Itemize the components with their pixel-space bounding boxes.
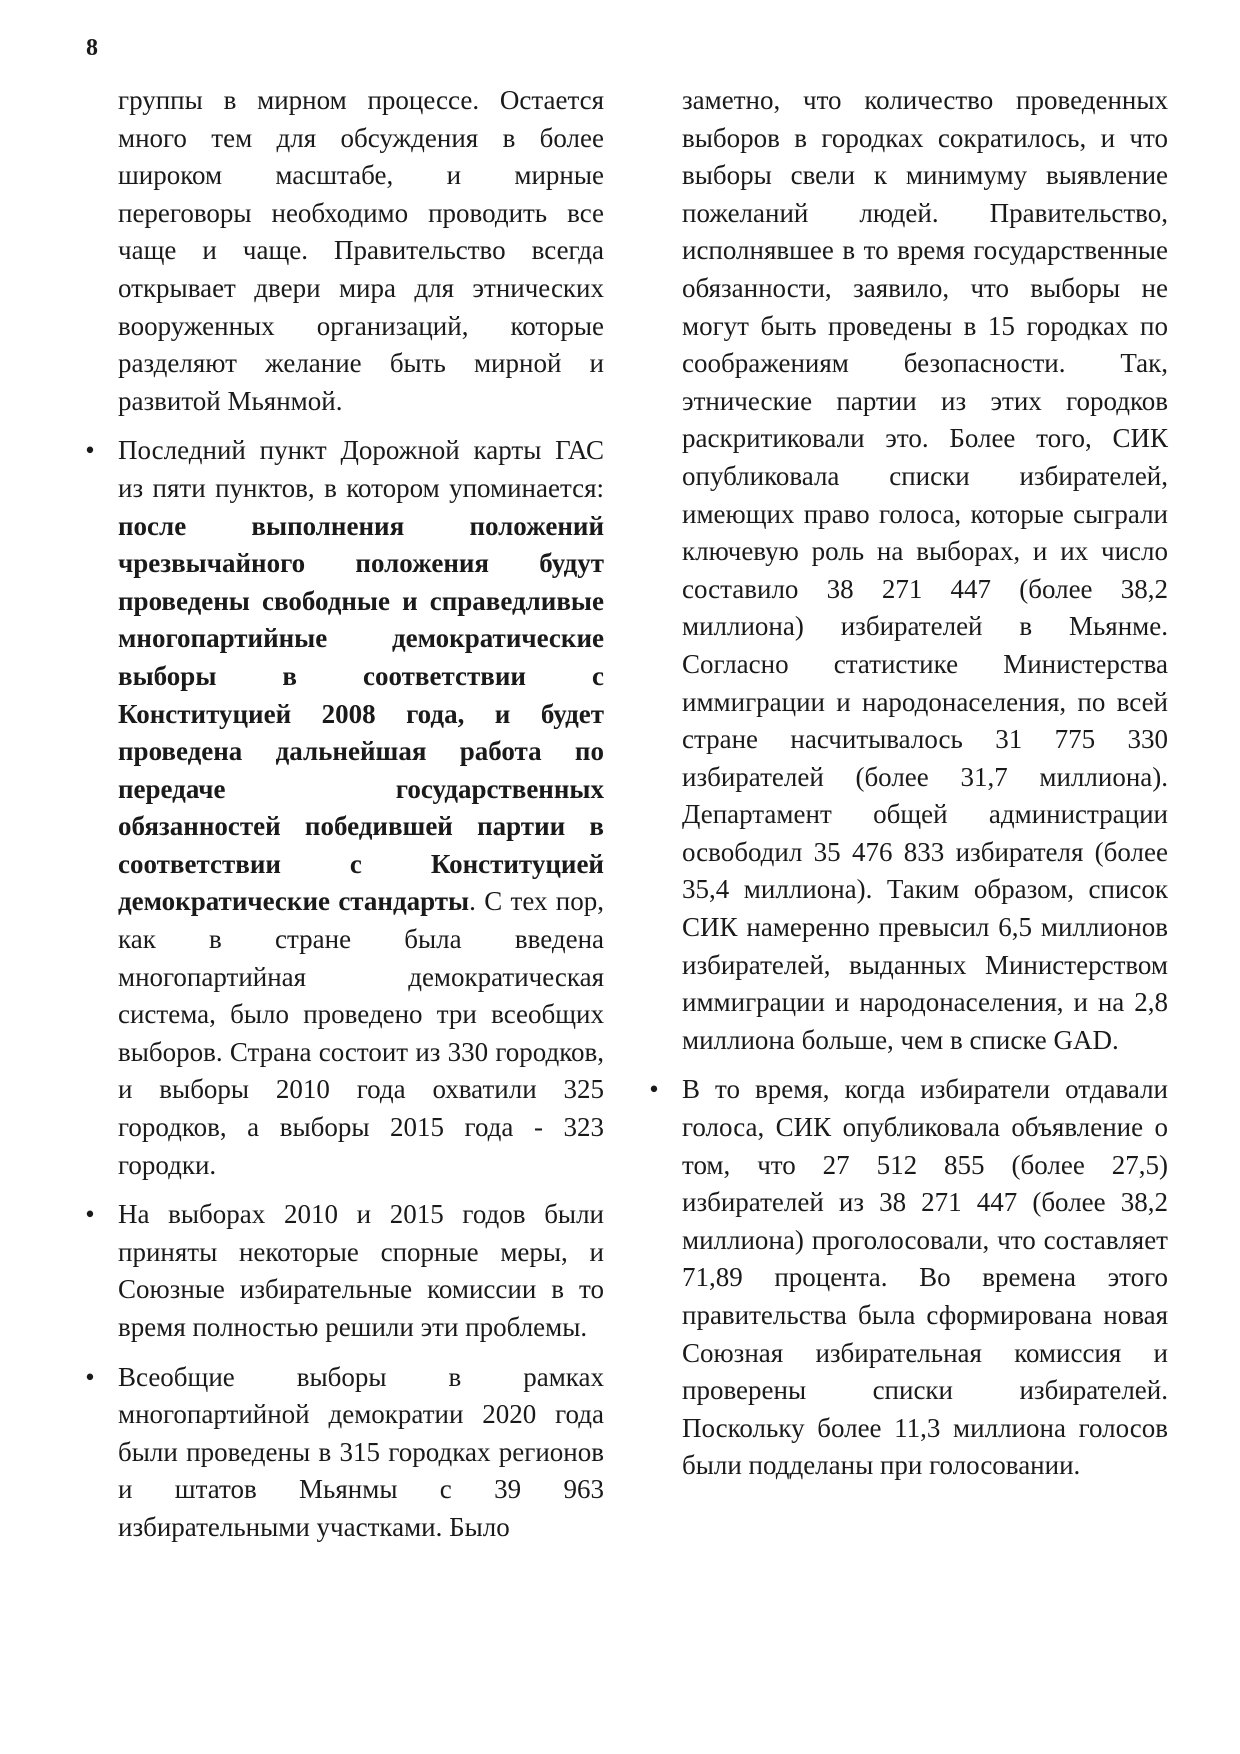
bullet-icon: • [85, 435, 95, 466]
bullet-icon: • [85, 1361, 95, 1392]
page-number: 8 [86, 35, 98, 61]
list-item [85, 1196, 604, 1346]
continued-paragraph: заметно, что количество проведенных выборов в городках сократилось, и что выборы свели к минимуму выявление пожеланий людей. Правительство, исполнявшее в то время государственные обязанности, заявило, что выборы не могут быть проведены в 15 городках по соображениям безопасности. Так, этнические партии из этих городков раскритиковали это. Более того, СИК опубликовала списки избирателей, имеющих право голоса, которые сыграли ключевую роль на выборах, и их число составило 38 271 447 (более 38,2 миллиона) избирателей в Мьянме. Согласно статистике Министерства иммиграции и народонаселения, по всей стране насчитывалось 31 775 330 избирателей (более 31,7 миллиона). Департамент общей администрации освободил 35 476 833 избирателя (более 35,4 миллиона). Таким образом, список СИК намеренно превысил 6,5 миллионов избирателей, выданных Министерством иммиграции и народонаселения, и на 2,8 миллиона больше, чем в списке GAD. [682, 85, 1168, 1055]
bullet-icon: • [85, 1199, 95, 1230]
continued-paragraph: группы в мирном процессе. Остается много тем для обсуждения в более широком масштабе, и мирные переговоры необходимо проводить все чаще и чаще. Правительство всегда открывает двери мира для этнических вооруженных организаций, которые разделяют желание быть мирной и развитой Мьянмой. [118, 85, 604, 416]
list-item-text: . С тех пор, как в стране была введена многопартийная демократическая система, было проведено три всеобщих выборов. Страна состоит из 330 городков, и выборы 2010 года охватили 325 городков, а выборы 2015 года - 323 городки. [118, 886, 604, 1180]
list-item-text: Всеобщие выборы в рамках многопартийной демократии 2020 года были проведены в 315 городках регионов и штатов Мьянмы с 39 963 избирательными участками. Было [118, 1361, 604, 1542]
left-column [85, 82, 604, 1547]
list-item [85, 1359, 604, 1547]
list-item [85, 432, 604, 1184]
list-item-text: Последний пункт Дорожной карты ГАС из пяти пунктов, в котором упоминается: [118, 435, 604, 503]
list-item-text: На выборах 2010 и 2015 годов были приняты некоторые спорные меры, и Союзные избирательные комиссии в то время полностью решили эти проблемы. [118, 1199, 604, 1342]
right-column [649, 82, 1168, 1485]
list-item [649, 1071, 1168, 1485]
bullet-icon: • [649, 1074, 659, 1105]
list-item-bold-text: после выполнения положений чрезвычайного положения будут проведены свободные и справедливые многопартийные демократические выборы в соответствии с Конституцией 2008 года, и будет проведена дальнейшая работа по передаче государственных обязанностей победившей партии в соответствии с Конституцией демократические стандарты [118, 510, 604, 917]
list-item-text: В то время, когда избиратели отдавали голоса, СИК опубликовала объявление о том, что 27 512 855 (более 27,5) избирателей из 38 271 447 (более 38,2 миллиона) проголосовали, что составляет 71,89 процента. Во времена этого правительства была сформирована новая Союзная избирательная комиссия и проверены списки избирателей. Поскольку более 11,3 миллиона голосов были подделаны при голосовании. [682, 1074, 1168, 1481]
